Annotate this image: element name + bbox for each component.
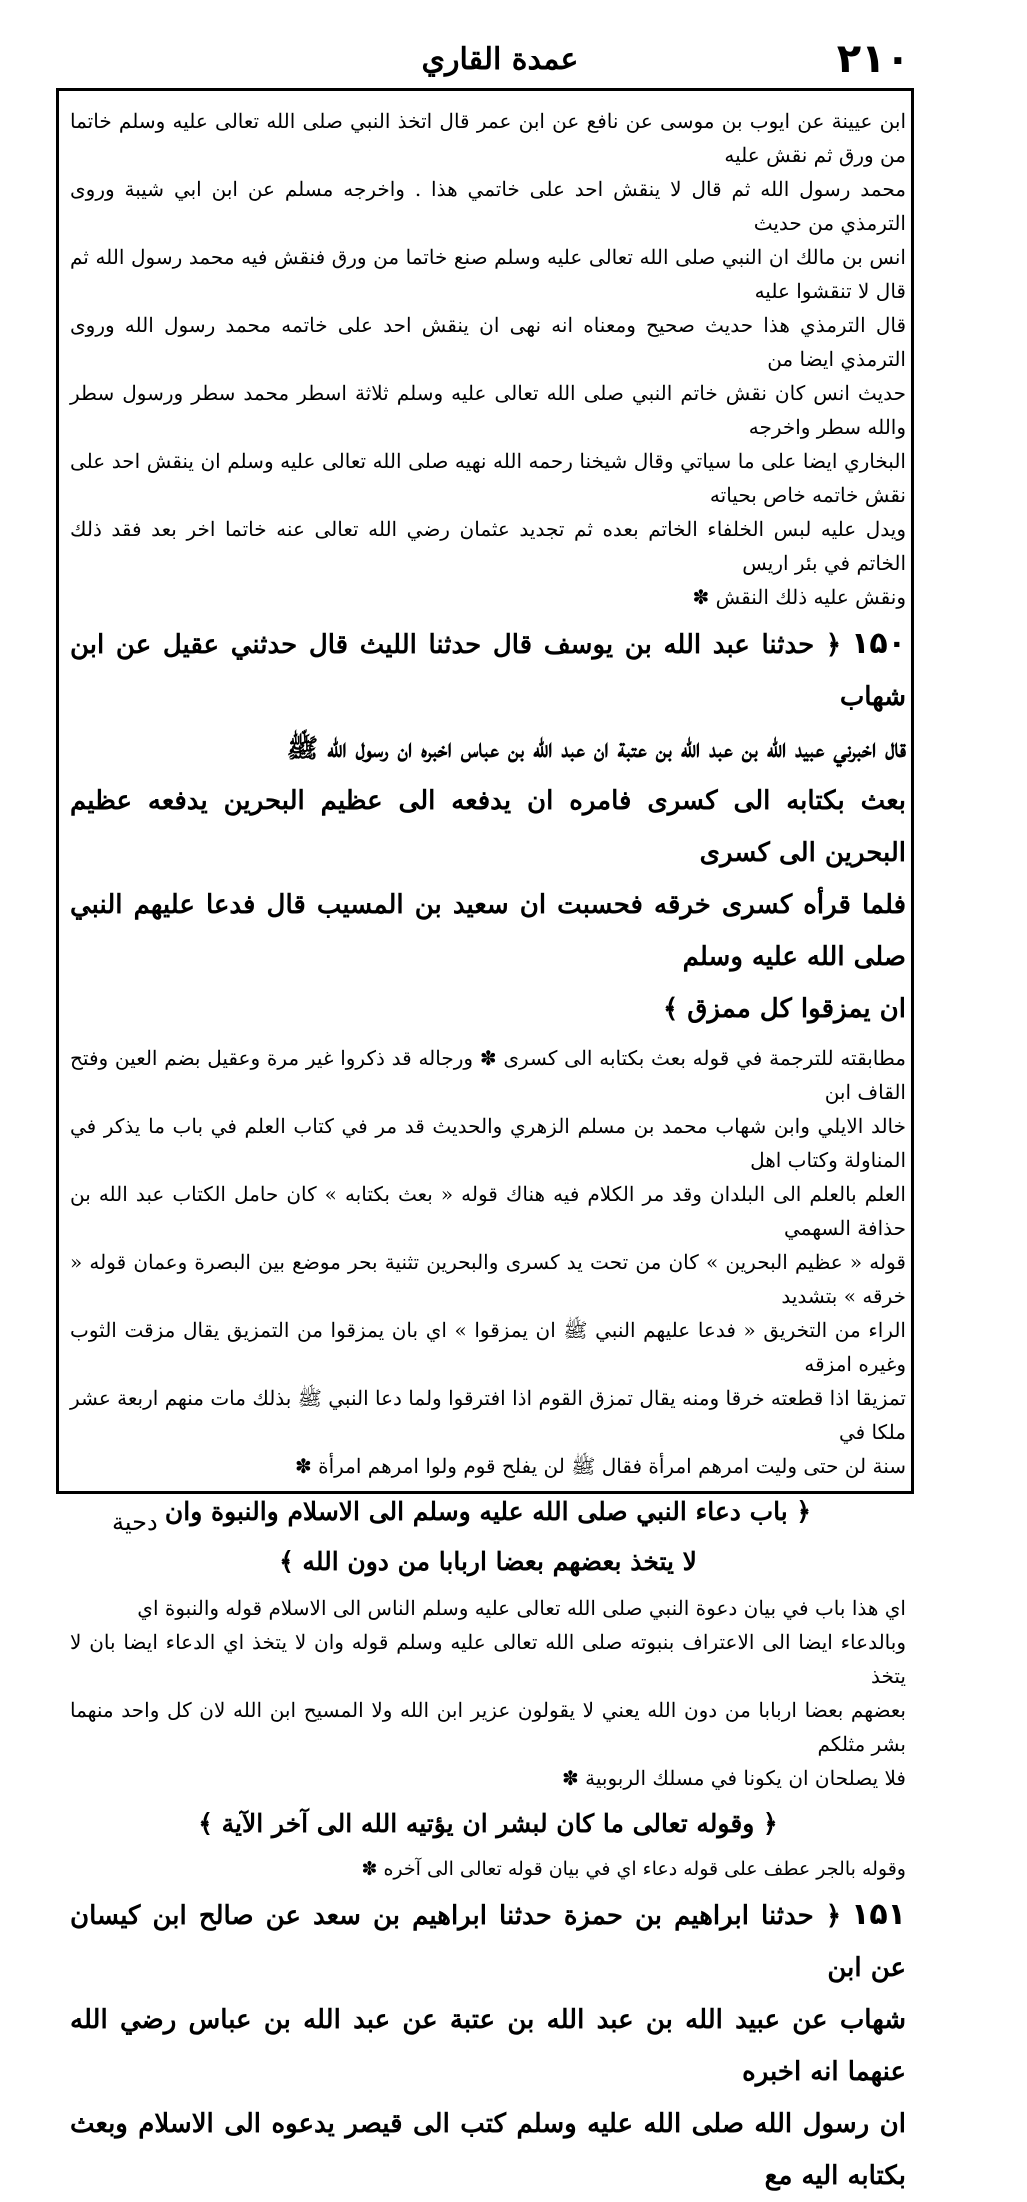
hadith-line: شهاب عن عبيد الله بن عبد الله بن عتبة عن عبد الله بن عباس رضي الله عنهما انه اخبره	[70, 2005, 906, 2087]
text-line: ونقش عليه ذلك النقش ✽	[692, 585, 906, 609]
text-line: العلم بالعلم الى البلدان وقد مر الكلام فيه هناك قوله « بعث بكتابه » كان حامل الكتاب عبد الله بن حذافة السهمي	[70, 1182, 906, 1240]
text-line: حديث انس كان نقش خاتم النبي صلى الله تعالى عليه وسلم ثلاثة اسطر محمد سطر ورسول سطر والله سطر واخرجه	[70, 381, 906, 439]
text-line: قوله « عظيم البحرين » كان من تحت يد كسرى والبحرين تثنية بحر موضع بين البصرة وعمان قوله « خرقه » بتشديد	[70, 1250, 906, 1308]
verse-heading: ﴿ وقوله تعالى ما كان لبشر ان يؤتيه الله الى آخر الآية ﴾	[198, 1809, 778, 1838]
text-line: محمد رسول الله ثم قال لا ينقش احد على خاتمي هذا . واخرجه مسلم عن ابن ابي شيبة وروى الترمذي من حديث	[70, 177, 906, 235]
commentary-block-2	[70, 1041, 906, 1483]
running-title: عمدة القاري	[421, 42, 579, 77]
text-line: البخاري ايضا على ما سياتي وقال شيخنا رحمه الله نهيه صلى الله تعالى عليه وسلم ان ينقش احد على نقش خاتمه خاص بحياته	[70, 449, 906, 507]
text-line: مطابقته للترجمة في قوله بعث بكتابه الى كسرى ✽ ورجاله قد ذكروا غير مرة وعقيل بضم العين وفتح القاف ابن	[70, 1046, 906, 1104]
text-line: بعضهم بعضا اربابا من دون الله يعني لا يقولون عزير ابن الله ولا المسيح ابن الله لان كل واحد منهما بشر مثلكم	[70, 1698, 906, 1756]
hadith-line: ان يمزقوا كل ممزق ﴾	[662, 994, 906, 1024]
text-line: فلا يصلحان ان يكونا في مسلك الربوبية ✽	[562, 1766, 906, 1790]
hadith-line: فلما قرأه كسرى خرقه فحسبت ان سعيد بن المسيب قال فدعا عليهم النبي صلى الله عليه وسلم	[70, 890, 906, 972]
page-header	[90, 28, 910, 88]
chapter-heading-line-1: ﴿ باب دعاء النبي صلى الله عليه وسلم الى الاسلام والنبوة وان	[164, 1497, 812, 1526]
hadith-151	[70, 1889, 906, 2202]
commentary-block-1	[70, 104, 906, 614]
hadith-line: ان رسول الله صلى الله عليه وسلم كتب الى قيصر يدعوه الى الاسلام وبعث بكتابه اليه مع	[70, 2109, 906, 2191]
text-line: وبالدعاء ايضا الى الاعتراف بنبوته صلى الله تعالى عليه وسلم قوله وان لا يتخذ اي الدعاء ايضا بان لا يتخذ	[70, 1630, 906, 1688]
page-number: ۲۱۰	[836, 36, 910, 82]
hadith-150	[70, 618, 906, 1035]
text-line: انس بن مالك ان النبي صلى الله تعالى عليه وسلم صنع خاتما من ورق فنقش فيه محمد رسول الله ثم قال لا تنقشوا عليه	[70, 245, 906, 303]
commentary-block-3	[70, 1591, 906, 1795]
hadith-line: ۱۵۰﴿ حدثنا عبد الله بن يوسف قال حدثنا الليث قال حدثني عقيل عن ابن شهاب	[70, 626, 906, 712]
hadith-number: ۱۵۱	[851, 1897, 906, 1932]
text-line: ابن عيينة عن ايوب بن موسى عن نافع عن ابن عمر قال اتخذ النبي صلى الله تعالى عليه وسلم خاتما من ورق ثم نقش عليه	[70, 109, 906, 167]
hadith-line: بعث بكتابه الى كسرى فامره ان يدفعه الى عظيم البحرين يدفعه عظيم البحرين الى كسرى	[70, 786, 906, 868]
text-line: ويدل عليه لبس الخلفاء الخاتم بعده ثم تجديد عثمان رضي الله تعالى عنه خاتما اخر بعد فقد ذلك الخاتم في بئر اريس	[70, 517, 906, 575]
catchword: دحية	[112, 1508, 158, 1536]
text-line: تمزيقا اذا قطعته خرقا ومنه يقال تمزق القوم اذا افترقوا ولما دعا النبي ﷺ بذلك مات منهم اربعة عشر ملكا في	[70, 1386, 906, 1444]
text-line: اي هذا باب في بيان دعوة النبي صلى الله تعالى عليه وسلم الناس الى الاسلام قوله والنبوة اي	[137, 1596, 906, 1620]
chapter-heading	[70, 1487, 906, 1587]
verse-note: وقوله بالجر عطف على قوله دعاء اي في بيان قوله تعالى الى آخره ✽	[361, 1858, 906, 1880]
hadith-number: ۱۵۰	[851, 626, 906, 661]
hadith-line: ۱۵۱﴿ حدثنا ابراهيم بن حمزة حدثنا ابراهيم بن سعد عن صالح ابن كيسان عن ابن	[70, 1897, 906, 1983]
text-line: الراء من التخريق « فدعا عليهم النبي ﷺ ان يمزقوا » اي بان يمزقوا من التمزيق يقال مزقت الثوب وغيره امزقه	[70, 1318, 906, 1376]
text-line: سنة لن حتى وليت امرهم امرأة فقال ﷺ لن يفلح قوم ولوا امرهم امرأة ✽	[294, 1454, 906, 1478]
text-line: خالد الايلي وابن شهاب محمد بن مسلم الزهري والحديث قد مر في كتاب العلم في باب ما يذكر في المناولة وكتاب اهل	[70, 1114, 906, 1172]
chapter-heading-line-2: لا يتخذ بعضهم بعضا اربابا من دون الله ﴾	[279, 1547, 697, 1576]
text-line: قال الترمذي هذا حديث صحيح ومعناه انه نهى ان ينقش احد على خاتمه محمد رسول الله وروى الترمذي ايضا من	[70, 313, 906, 371]
hadith-line: قال اخبرني عبيد الله بن عبد الله بن عتبة ان عبد الله بن عباس اخبره ان رسول الله ﷺ	[286, 734, 906, 764]
